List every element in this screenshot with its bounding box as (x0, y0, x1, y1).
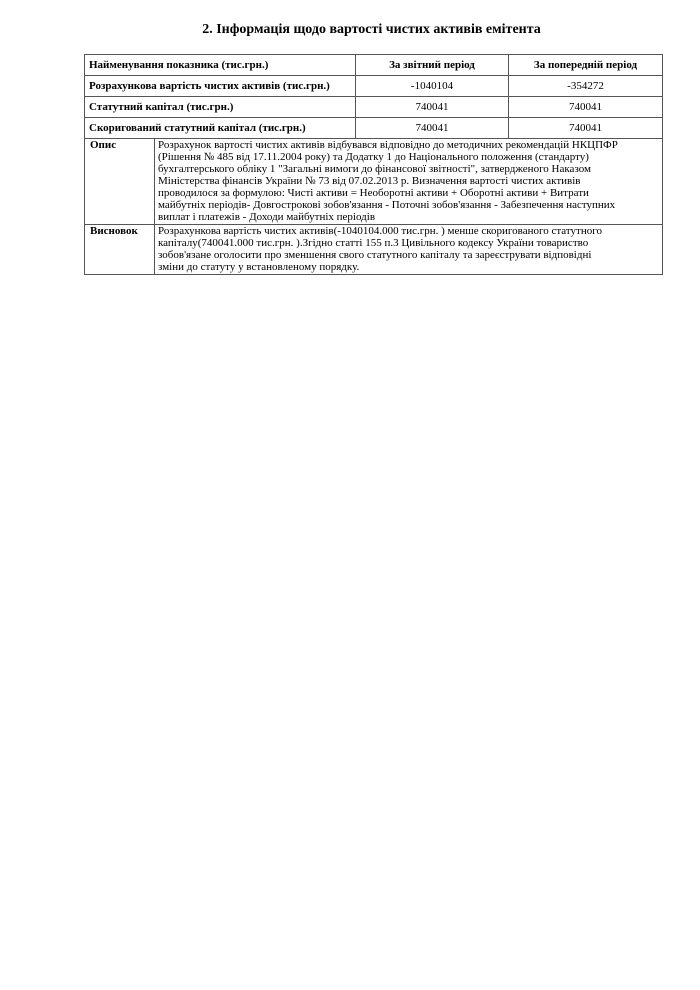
row-label: Статутний капітал (тис.грн.) (85, 97, 356, 118)
description-label: Опис (85, 139, 155, 225)
net-assets-table (84, 54, 663, 139)
conclusion-label: Висновок (85, 225, 155, 275)
previous-period-value: 740041 (509, 97, 663, 118)
conclusion-text: Розрахункова вартість чистих активів(-1040104.000 тис.грн. ) менше скоригованого статутного капіталу(740041.000 тис.грн. ).Згідно статті 155 п.3 Цивільного кодексу України товариство зобов'язане оголосити про зменшення свого статутного капіталу та зареєструвати відповідні зміни до статуту у встановленому порядку. (155, 225, 663, 275)
table-header-row (85, 55, 663, 76)
current-period-value: 740041 (356, 118, 509, 139)
notes-table (84, 138, 663, 275)
description-row (85, 139, 663, 225)
previous-period-value: 740041 (509, 118, 663, 139)
current-period-value: -1040104 (356, 76, 509, 97)
page-title: 2. Інформація щодо вартості чистих активів емітента (202, 22, 541, 37)
table-row (85, 97, 663, 118)
table-row (85, 76, 663, 97)
previous-period-value: -354272 (509, 76, 663, 97)
column-header-current-period: За звітний період (356, 55, 509, 76)
row-label: Скоригований статутний капітал (тис.грн.) (85, 118, 356, 139)
description-text: Розрахунок вартості чистих активів відбувався відповідно до методичних рекомендацій НКЦПФР (Рішення № 485 від 17.11.2004 року) та Додатку 1 до Національного положення (стандарту) бухгалтерського обліку 1 "Загальні вимоги до фінансової звітності", затвердженого Наказом Міністерства фінансів України № 73 від 07.02.2013 р. Визначення вартості чистих активів проводилося за формулою: Чисті активи = Необоротні активи + Оборотні активи + Витрати майбутніх періодів- Довгострокові зобов'язання - Поточні зобов'язання - Забезпечення наступних виплат і платежів - Доходи майбутніх періодів (155, 139, 663, 225)
table-row (85, 118, 663, 139)
column-header-previous-period: За попередній період (509, 55, 663, 76)
current-period-value: 740041 (356, 97, 509, 118)
conclusion-row (85, 225, 663, 275)
row-label: Розрахункова вартість чистих активів (тис.грн.) (85, 76, 356, 97)
column-header-indicator: Найменування показника (тис.грн.) (85, 55, 356, 76)
